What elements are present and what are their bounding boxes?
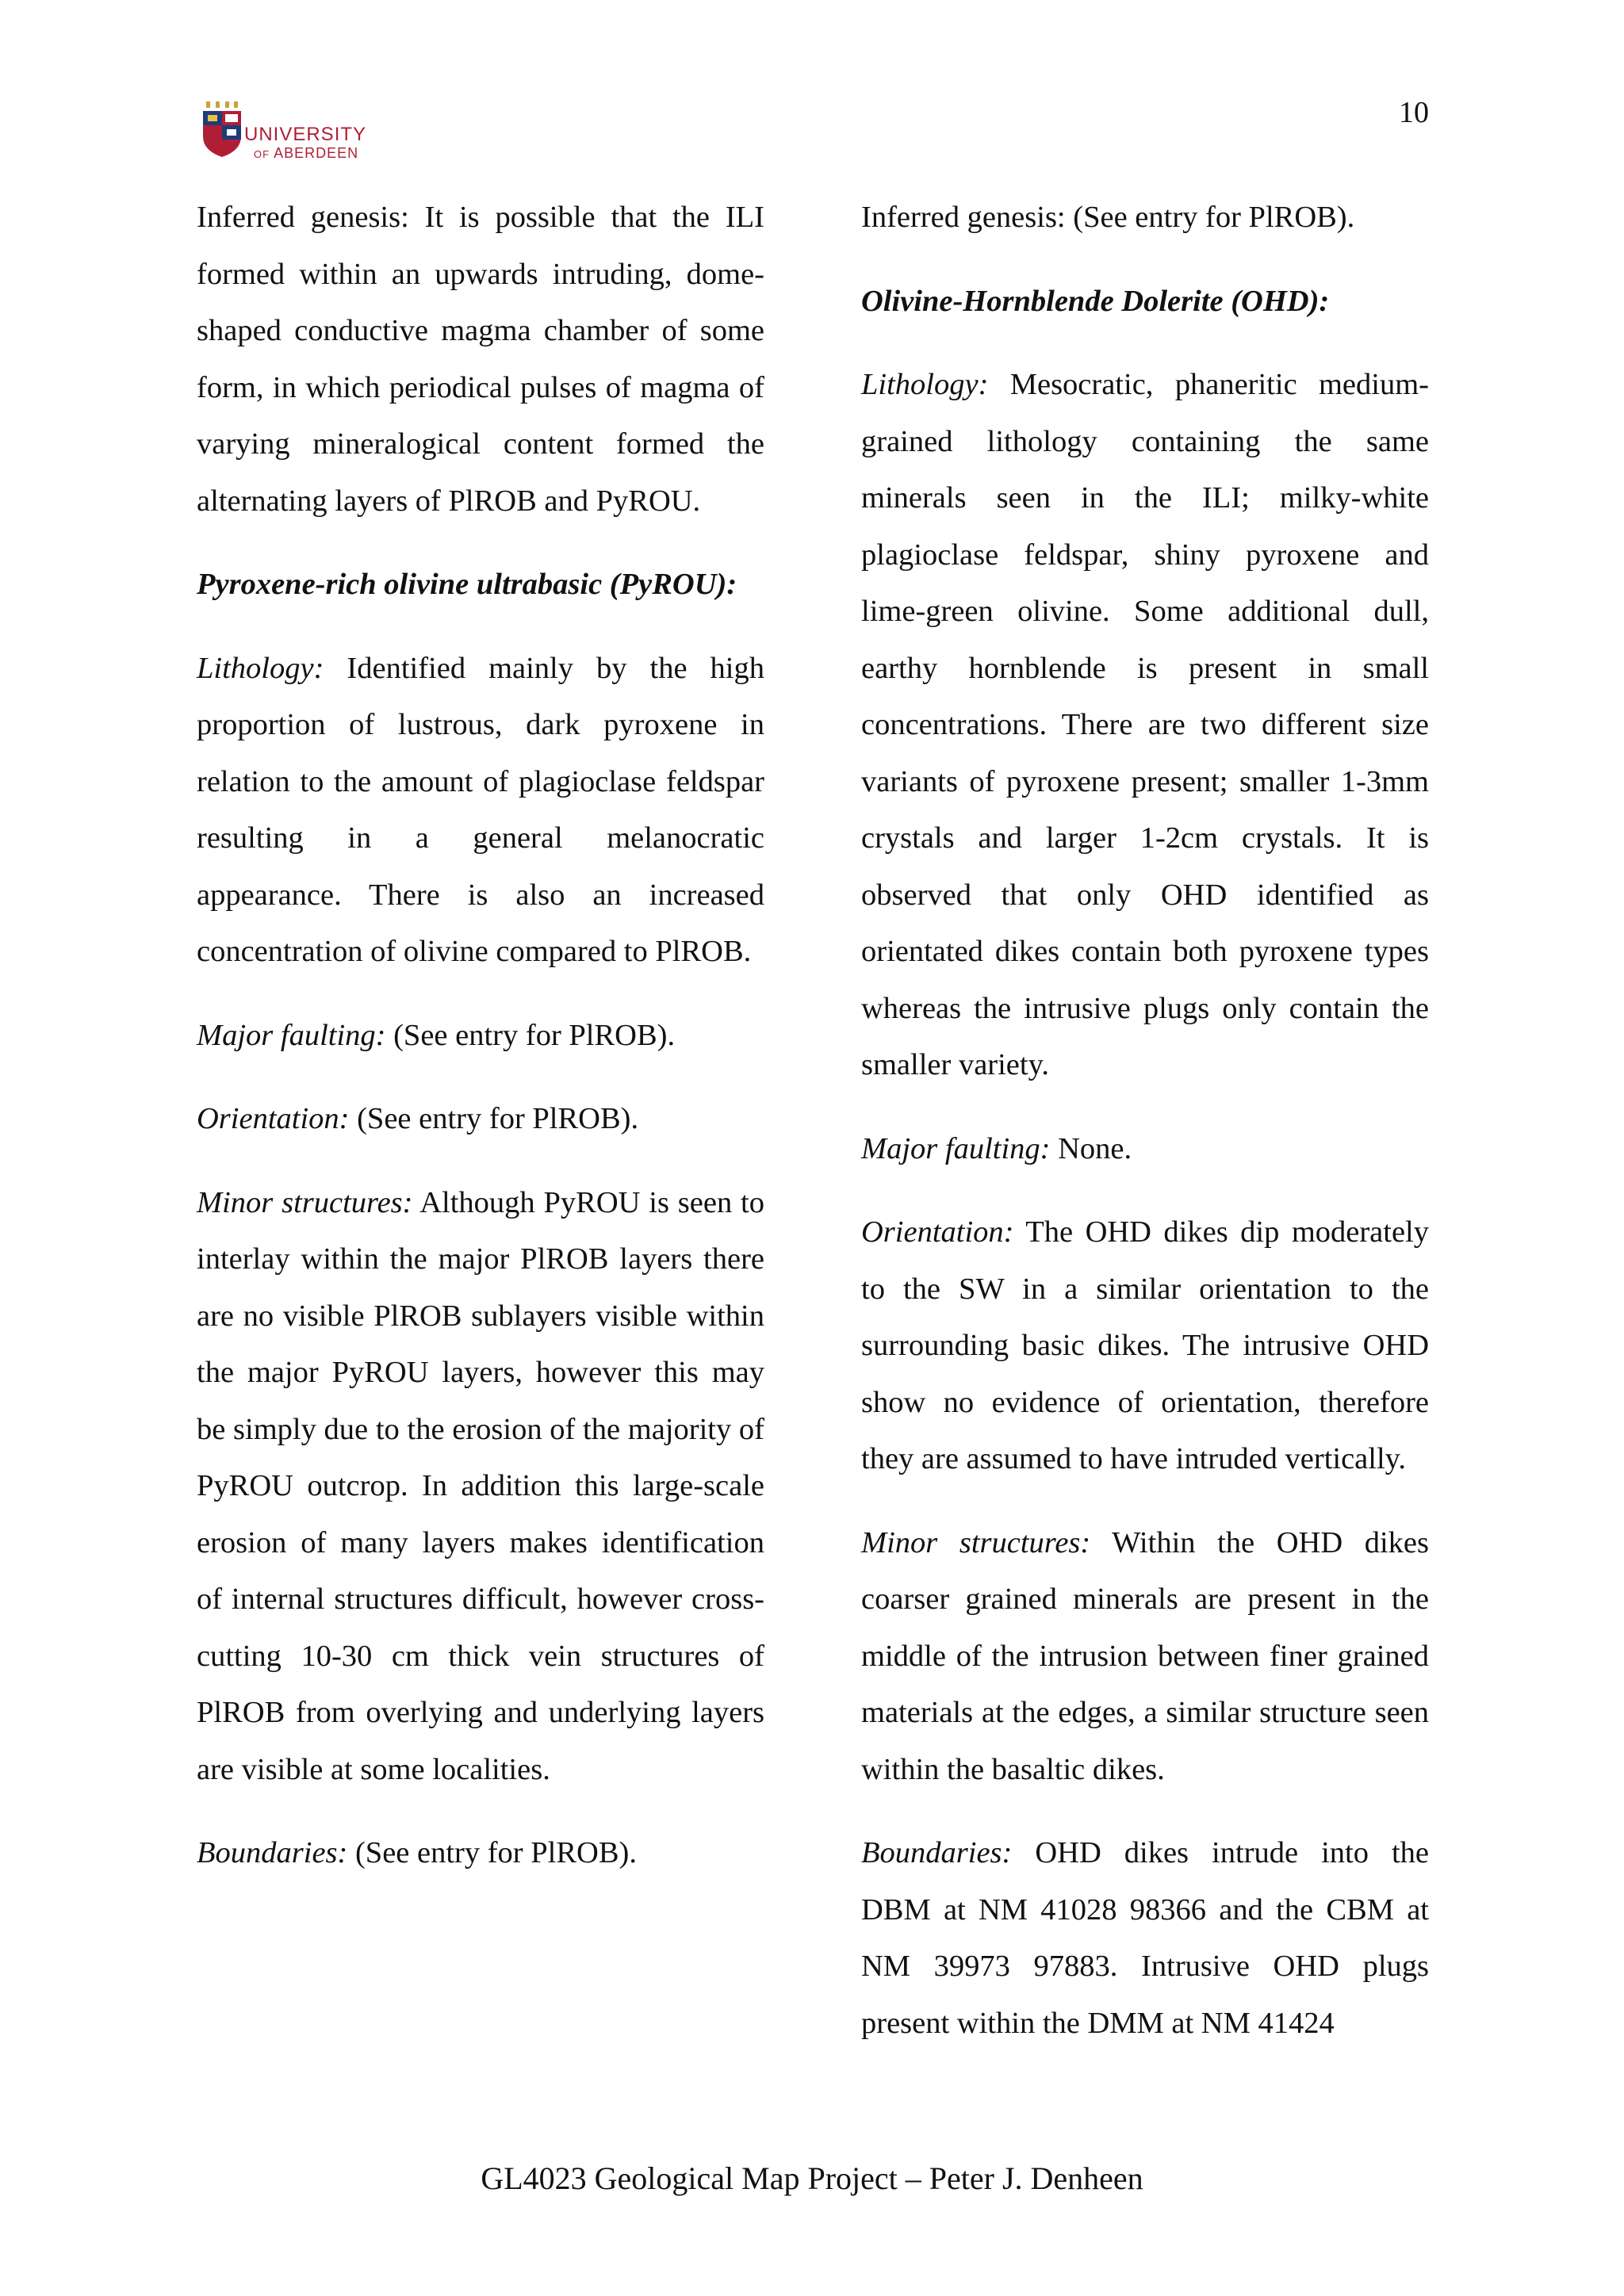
logo-text-aberdeen: ABERDEEN [274,145,359,161]
section-heading-pyrou: Pyroxene-rich olivine ultrabasic (PyROU): [197,568,737,601]
inferred-genesis-label: Inferred genesis: [861,201,1066,234]
lithology-text: Identified mainly by the high proportion of lustrous, dark pyroxene in relation to the amount of plagioclase feldspar resulting in a general melanocratic appearance. There is also an increased concentration of olivine compared to PlROB. [197,651,764,968]
minor-structures-label: Minor structures: [861,1525,1091,1559]
major-faulting-text: (See entry for PlROB). [393,1018,676,1052]
lithology-text: Mesocratic, phaneritic medium-grained lithology containing the same minerals seen in the ILI; milky-white plagioclase feldspar, shiny pyroxene and lime-green olivine. Some additional dull, earthy hornblende is present in small concentrations. There are two different size variants of pyroxene present; smaller 1-3mm crystals and larger 1-2cm crystals. It is observed that only OHD identified as orientated dikes contain both pyroxene types whereas the intrusive plugs only contain the smaller variety. [861,368,1429,1081]
orientation-text: The OHD dikes dip moderately to the SW in a similar orientation to the surrounding basic dikes. The intrusive OHD show no evidence of orientation, therefore they are assumed to have intruded vertically. [861,1215,1429,1475]
major-faulting-text: None. [1058,1131,1132,1165]
page-number: 10 [1399,96,1429,129]
page-footer: GL4023 Geological Map Project – Peter J. Denheen [481,2160,1143,2196]
left-column [197,189,764,1909]
paragraph-major-faulting [197,1008,764,1065]
boundaries-label: Boundaries: [197,1836,348,1869]
right-column [861,189,1429,2079]
boundaries-label: Boundaries: [861,1836,1013,1869]
paragraph-minor-structures [197,1175,764,1799]
orientation-label: Orientation: [861,1215,1014,1249]
lithology-label: Lithology: [861,368,989,401]
minor-structures-text: Within the OHD dikes coarser grained minerals are present in the middle of the intrusion between finer grained materials at the edges, a similar structure seen within the basaltic dikes. [861,1525,1429,1786]
logo-text-university: UNIVERSITY [244,124,367,145]
paragraph-inferred-genesis [861,189,1429,247]
paragraph-orientation [861,1204,1429,1488]
university-crest-icon [201,101,243,159]
paragraph-boundaries [861,1825,1429,2052]
orientation-text: (See entry for PlROB). [357,1102,639,1135]
inferred-genesis-text: It is possible that the ILI formed within an upwards intruding, dome-shaped conductive magma chamber of some form, in which periodical pulses of magma of varying mineralogical content formed the alternating layers of PlROB and PyROU. [197,201,764,518]
paragraph-lithology [861,357,1429,1094]
inferred-genesis-label: Inferred genesis: [197,201,409,234]
boundaries-text: (See entry for PlROB). [354,1836,637,1869]
logo-text-of: OF [254,148,270,160]
minor-structures-label: Minor structures: [197,1185,413,1219]
university-logo [201,97,392,165]
minor-structures-text: Although PyROU is seen to interlay within the major PlROB layers there are no visible PlROB sublayers visible within the major PyROU layers, however this may be simply due to the erosion of the majority of PyROU outcrop. In addition this large-scale erosion of many layers makes identification of internal structures difficult, however cross-cutting 10-30 cm thick vein structures of PlROB from overlying and underlying layers are visible at some localities. [197,1185,764,1786]
paragraph-minor-structures [861,1515,1429,1799]
boundaries-text: OHD dikes intrude into the DBM at NM 41028 98366 and the CBM at NM 39973 97883. Intrusive OHD plugs present within the DMM at NM 41424 [861,1836,1429,2040]
inferred-genesis-text: (See entry for PlROB). [1073,201,1355,234]
major-faulting-label: Major faulting: [861,1131,1051,1165]
paragraph-inferred-genesis [197,189,764,530]
lithology-label: Lithology: [197,651,324,685]
orientation-label: Orientation: [197,1102,350,1135]
paragraph-orientation [197,1091,764,1148]
section-heading-ohd: Olivine-Hornblende Dolerite (OHD): [861,284,1330,318]
major-faulting-label: Major faulting: [197,1018,386,1052]
paragraph-boundaries [197,1825,764,1882]
paragraph-lithology [197,641,764,981]
paragraph-major-faulting [861,1121,1429,1178]
